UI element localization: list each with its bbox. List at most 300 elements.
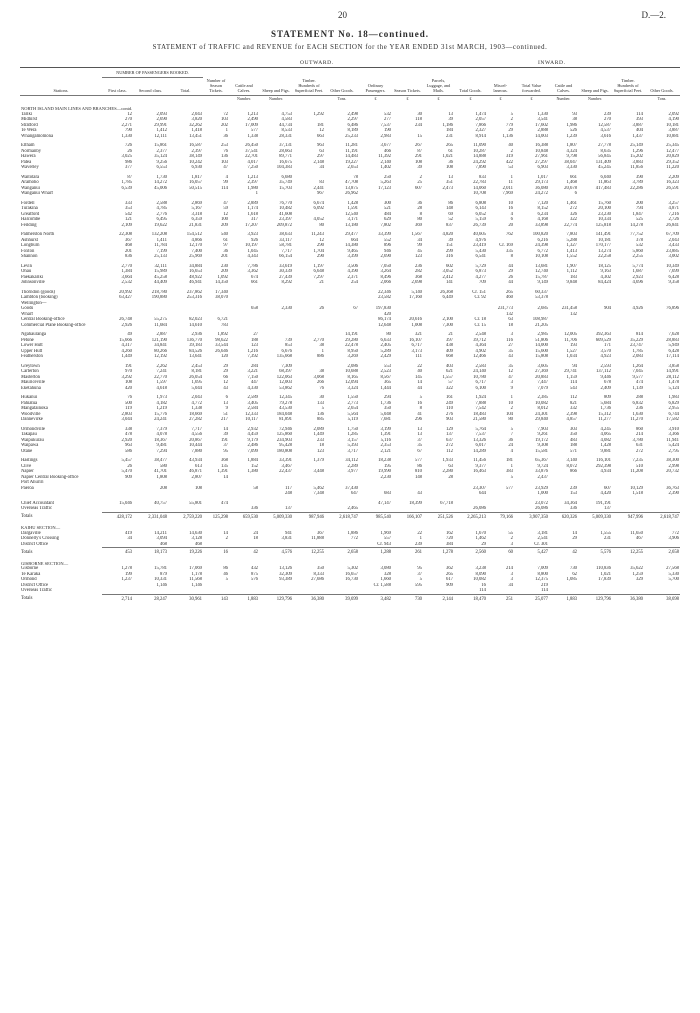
cell-value: 647	[350, 491, 358, 496]
cell-value: 2,280	[442, 469, 453, 474]
cell-value: 5	[225, 577, 228, 582]
totals-value: 25,077	[514, 594, 549, 602]
cell-value: 30	[319, 395, 324, 400]
station-name: Ormondville	[21, 426, 45, 432]
cell-value: 9,881	[600, 448, 611, 454]
totals-value: 129,796	[259, 594, 293, 602]
cell-value: Cr. 301	[534, 541, 548, 547]
cell-value: 367	[124, 237, 132, 243]
cell-value: Cr. 18	[474, 317, 486, 322]
cell-value: 521	[383, 206, 391, 211]
cell-value: 21,205	[535, 322, 548, 328]
cell-value: 47	[223, 200, 228, 206]
cell-value: 3,269	[347, 354, 358, 359]
cell-value: 5,774	[632, 263, 643, 269]
cell-value: 14,630	[189, 530, 202, 536]
cell-value: 362	[445, 566, 453, 571]
cell-value: 2,377	[156, 148, 167, 154]
cell-value: 45,245	[598, 165, 611, 170]
cell-value: 3,467	[281, 463, 292, 469]
cell-value: 7,250	[247, 165, 258, 170]
cell-value: 2,453	[191, 363, 202, 369]
cell-value: 3,318	[191, 211, 202, 217]
cell-value: 100,820	[532, 232, 548, 237]
cell-value: 10,129	[630, 485, 643, 491]
group-header-blank	[325, 70, 359, 78]
cell-value: 6,873	[475, 269, 486, 274]
cell-value: 162	[445, 530, 453, 536]
totals-label: Totals	[21, 596, 33, 602]
cell-value: 6,648	[313, 269, 324, 274]
cell-value: 328	[383, 571, 391, 577]
cell-value: 2,327	[475, 128, 486, 133]
cell-value: 1,186	[442, 122, 453, 128]
cell-value: 265	[445, 571, 453, 577]
cell-value: 28,331	[279, 133, 292, 139]
unit-label: Number.	[237, 95, 251, 101]
cell-value: 33,544	[215, 343, 228, 348]
cell-value: 191,191	[595, 500, 611, 506]
cell-value: 1,449	[121, 354, 132, 359]
cell-value: 39	[448, 117, 453, 122]
unit-label: £	[374, 95, 377, 101]
cell-value: 336	[569, 506, 577, 511]
cell-value: 4,078	[156, 432, 167, 437]
cell-value: 7,294	[156, 448, 167, 454]
cell-value: 59	[223, 206, 228, 211]
cell-value: 254	[350, 280, 358, 285]
cell-value: 7,150	[247, 374, 258, 380]
cell-value: 1,550	[347, 395, 358, 400]
cell-value: 674	[250, 274, 258, 280]
cell-value: 1,973	[156, 395, 167, 400]
cell-value: 321	[414, 332, 422, 337]
cell-value: 16,653	[189, 269, 202, 274]
cell-value: 1,292	[313, 111, 324, 117]
cell-value: 409	[445, 348, 453, 354]
cell-value: 4,926	[632, 306, 643, 311]
cell-value: 3,362	[247, 269, 258, 274]
cell-value: 44	[508, 263, 513, 269]
cell-value: 35	[417, 443, 422, 448]
cell-value: 5	[510, 111, 513, 117]
unit-label: Tons.	[657, 95, 667, 101]
cell-value: 20,100	[598, 206, 611, 211]
cell-value: 104	[505, 411, 513, 417]
cell-value: 47	[223, 165, 228, 170]
cell-value: 7,009	[537, 566, 548, 571]
cell-value: 14,380	[345, 243, 358, 248]
unit-label: £	[437, 95, 440, 101]
cell-value: 5,289	[380, 348, 391, 354]
station-name: Commercial Plane Booking-office	[21, 322, 86, 328]
cell-value: 135	[220, 463, 228, 469]
cell-value: 1,461	[566, 200, 577, 206]
column-header: Total.	[180, 87, 191, 93]
cell-value: 720	[445, 536, 453, 541]
cell-value: 3,068	[313, 374, 324, 380]
totals-value: 42	[549, 548, 578, 556]
column-header: Miscel-laneous.	[493, 82, 508, 93]
cell-value: 4,317	[121, 343, 132, 348]
cell-value: 1,736	[600, 406, 611, 411]
cell-value: 500	[124, 400, 132, 406]
cell-value: 2,405	[380, 343, 391, 348]
cell-value: 20,829	[666, 154, 679, 159]
cell-value: 5,457	[121, 458, 132, 463]
header-rule	[20, 67, 680, 68]
cell-value: 709	[478, 280, 486, 285]
cell-value: Cr. 1,588	[373, 582, 391, 588]
station-name: Waipukurau	[21, 437, 44, 443]
unit-label: Number.	[588, 95, 602, 101]
cell-value: 2,429	[380, 354, 391, 359]
station-name: Clive	[21, 463, 32, 469]
cell-value: 438	[445, 343, 453, 348]
station-name: Hukanui	[21, 395, 38, 400]
station-name: District Office	[21, 582, 49, 588]
cell-value: 288	[635, 395, 643, 400]
cell-value: 7,628	[668, 332, 679, 337]
cell-value: 95	[417, 566, 422, 571]
station-name: Paekakariki	[21, 274, 44, 280]
cell-value: 7,786	[247, 263, 258, 269]
cell-value: 10,181	[598, 237, 611, 243]
cell-value: 368	[414, 274, 422, 280]
cell-value: 55	[508, 530, 513, 536]
cell-value: 6	[574, 191, 577, 196]
cell-value: 4,302	[600, 274, 611, 280]
cell-value: 1,112	[566, 269, 577, 274]
cell-value: 2,998	[668, 463, 679, 469]
station-name: Fordell	[21, 200, 35, 206]
cell-value: 27,778	[598, 143, 611, 148]
cell-value: 5,949	[668, 343, 679, 348]
cell-value: 9,724	[537, 463, 548, 469]
cell-value: 5,048	[380, 411, 391, 417]
cell-value: 43	[223, 385, 228, 391]
cell-value: 4,190	[668, 117, 679, 122]
cell-value: 22,286	[630, 185, 643, 191]
cell-value: 29,173	[535, 180, 548, 185]
cell-value: 15,046	[119, 500, 132, 506]
cell-value: 80	[386, 332, 391, 337]
cell-value: 51,806	[535, 337, 548, 343]
cell-value: 65,367	[535, 458, 548, 463]
cell-value: 3,140	[566, 458, 577, 463]
cell-value: 217	[220, 417, 228, 422]
station-name: Mangatainoka	[21, 406, 48, 411]
cell-value: 9,481	[156, 443, 167, 448]
column-header: Other Goods.	[650, 87, 674, 93]
cell-value: 809	[603, 395, 611, 400]
cell-value: 63	[319, 148, 324, 154]
totals-value: 2,714	[102, 594, 133, 602]
cell-value: 390	[635, 174, 643, 180]
cell-value: 2	[510, 536, 513, 541]
cell-value: 78	[353, 174, 358, 180]
cell-value: 9,446	[600, 374, 611, 380]
cell-value: 38,477	[154, 458, 167, 463]
cell-value: 16,107	[409, 337, 422, 343]
column-header: Sheep and Pigs.	[581, 87, 609, 93]
cell-value: 3,025	[121, 154, 132, 159]
cell-value: 292,398	[595, 463, 611, 469]
cell-value: 20,867	[189, 437, 202, 443]
cell-value: 2,330	[281, 306, 292, 311]
cell-value: 9	[225, 406, 228, 411]
cell-value: 22,258	[598, 254, 611, 259]
cell-value: 369	[414, 222, 422, 228]
cell-value: 16	[481, 582, 486, 588]
cell-value: 2,398	[566, 411, 577, 417]
station-name: Mauriceville	[21, 380, 45, 385]
cell-value: 17,582	[666, 417, 679, 422]
cell-value: 29	[508, 269, 513, 274]
cell-value: 23,885	[666, 248, 679, 254]
cell-value: 2,541	[537, 536, 548, 541]
cell-value: 270	[124, 117, 132, 122]
cell-value: 1,687	[632, 269, 643, 274]
cell-value: 277	[383, 117, 391, 122]
cell-value: 39	[448, 237, 453, 243]
cell-value: 3,831	[281, 536, 292, 541]
cell-value: 11,706	[564, 337, 577, 343]
cell-value: 95	[223, 448, 228, 454]
cell-value: 57	[448, 380, 453, 385]
totals-value: 2,618,747	[325, 512, 359, 520]
cell-value: 122,063	[276, 374, 292, 380]
cell-value: 5,140	[411, 289, 422, 295]
column-header: Timber. Hundreds of Superficial Feet.	[294, 77, 324, 93]
traffic-table	[20, 70, 680, 602]
cell-value: 1,892	[217, 332, 228, 337]
cell-value: 2,936	[191, 332, 202, 337]
cell-value: 25,133	[154, 254, 167, 259]
cell-value: 7,045	[632, 369, 643, 374]
cell-value: 35	[508, 348, 513, 354]
cell-value: 58	[253, 485, 258, 491]
cell-value: 11,888	[311, 536, 324, 541]
cell-value: 297	[316, 154, 324, 159]
cell-value: 290	[316, 243, 324, 248]
cell-value: 22,783	[473, 180, 486, 185]
cell-value: 12,192	[154, 354, 167, 359]
cell-value: 4,082	[600, 437, 611, 443]
station-name: Johnsonville	[21, 280, 45, 285]
cell-value: 7,297	[313, 274, 324, 280]
cell-value: 9,179	[247, 437, 258, 443]
cell-value: 151	[445, 243, 453, 248]
cell-value: 13	[223, 400, 228, 406]
cell-value: 378	[635, 237, 643, 243]
cell-value: 8,181	[191, 369, 202, 374]
cell-value: 24,272	[535, 191, 548, 196]
cell-value: 137,112	[595, 369, 611, 374]
cell-value: 6,674	[313, 200, 324, 206]
cell-value: 82,023	[189, 317, 202, 322]
cell-value: 3,171	[347, 217, 358, 222]
totals-value: 2,658	[325, 548, 359, 556]
cell-value: 5	[510, 426, 513, 432]
cell-value: 97	[223, 243, 228, 248]
cell-value: 11,243	[311, 232, 324, 237]
cell-value: 114	[570, 380, 577, 385]
cell-value: 63	[448, 463, 453, 469]
cell-value: 39,712	[473, 337, 486, 343]
cell-value: 14,888	[473, 154, 486, 159]
cell-value: 11,568	[189, 577, 202, 582]
cell-value: 3,324	[347, 385, 358, 391]
column-header: Stations.	[53, 87, 69, 93]
station-name: Turakina	[21, 206, 38, 211]
cell-value: 1,085	[566, 577, 577, 582]
cell-value: 38,070	[215, 295, 228, 300]
cell-value: 17,602	[535, 122, 548, 128]
cell-value: 772	[671, 530, 679, 536]
cell-value: 5,159	[475, 217, 486, 222]
cell-value: 18,669	[189, 411, 202, 417]
cell-value: 145	[414, 374, 422, 380]
cell-value: 77,752	[630, 232, 643, 237]
cell-value: 350	[383, 406, 391, 411]
cell-value: 1,174	[247, 206, 258, 211]
cell-value: 12,740	[535, 269, 548, 274]
cell-value: 17,123	[378, 185, 391, 191]
cell-value: 38,047	[564, 159, 577, 165]
station-name: Thorndon (goods)	[21, 289, 55, 295]
column-header-row	[20, 78, 680, 96]
cell-value: 4,324	[566, 148, 577, 154]
cell-value: 2,548	[475, 332, 486, 337]
cell-value: 5,167	[191, 206, 202, 211]
cell-value: 123	[250, 343, 258, 348]
cell-value: 1	[321, 348, 324, 354]
station-name: Port Ahuriri	[21, 480, 44, 485]
cell-value: 26	[127, 463, 132, 469]
cell-value: 47	[508, 374, 513, 380]
cell-value: 607	[414, 185, 422, 191]
station-name: Ashhurst	[21, 237, 38, 243]
cell-value: 29	[481, 541, 486, 547]
cell-value: 8,012	[537, 406, 548, 411]
cell-value: 607	[603, 485, 611, 491]
cell-value: 15,703	[279, 185, 292, 191]
cell-value: 7,447	[537, 380, 548, 385]
cell-value: 10,780	[473, 374, 486, 380]
cell-value: 12	[223, 211, 228, 217]
station-name: Waverley	[21, 165, 39, 170]
cell-value: 43,530	[279, 406, 292, 411]
totals-value: 16	[203, 548, 229, 556]
cell-value: 44	[417, 385, 422, 391]
cell-value: 16,730	[345, 577, 358, 582]
cell-value: 4,618	[156, 385, 167, 391]
cell-value: 23,307	[473, 485, 486, 491]
cell-value: 10,108	[535, 254, 548, 259]
cell-value: 24	[508, 443, 513, 448]
cell-value: 22,308	[119, 232, 132, 237]
cell-value: 35	[508, 363, 513, 369]
totals-value: 2,759,220	[168, 512, 203, 520]
cell-value: 11,650	[630, 530, 643, 536]
cell-value: 6,092	[313, 206, 324, 211]
cell-value: 38	[572, 117, 577, 122]
cell-value: 484	[383, 211, 391, 217]
cell-value: 1,474	[475, 111, 486, 117]
cell-value: 1,986	[566, 122, 577, 128]
cell-value: 11,090	[473, 143, 486, 148]
cell-value: 2,371	[347, 274, 358, 280]
cell-value: 317	[250, 217, 258, 222]
cell-value: 119	[125, 406, 132, 411]
cell-value: 28	[417, 206, 422, 211]
cell-value: 48,922	[189, 274, 202, 280]
cell-value: 7,400	[191, 248, 202, 254]
cell-value: 4,923	[600, 354, 611, 359]
cell-value: 875	[250, 571, 258, 577]
cell-value: 28	[448, 474, 453, 480]
totals-value: 1,883	[229, 594, 259, 602]
cell-value: 4,052	[313, 217, 324, 222]
cell-value: 557	[383, 536, 391, 541]
cell-value: 576	[250, 577, 258, 582]
cell-value: 14,350	[215, 280, 228, 285]
cell-value: 510	[635, 463, 643, 469]
cell-value: 24,398	[535, 243, 548, 248]
cell-value: Cr. 943	[377, 541, 391, 547]
cell-value: 234	[414, 122, 422, 128]
cell-value: 14,278	[630, 222, 643, 228]
cell-value: 7,969	[502, 191, 513, 196]
cell-value: 24,301	[535, 411, 548, 417]
column-header: Other Goods.	[330, 87, 354, 93]
unit-label: Tons.	[337, 95, 347, 101]
cell-value: 2,093	[156, 111, 167, 117]
group-header-blank	[423, 70, 454, 78]
cell-value: 37	[417, 571, 422, 577]
cell-value: 460	[505, 295, 513, 300]
column-header: Parcels, Luggage, and Mails.	[426, 77, 451, 93]
cell-value: 123	[414, 254, 422, 259]
cell-value: 3,181	[537, 530, 548, 536]
station-name: Greatford	[21, 211, 40, 217]
station-name: Foxton	[21, 248, 35, 254]
section-row	[20, 520, 680, 531]
cell-value: 13,451	[189, 133, 202, 139]
cell-value: 609,529	[595, 337, 611, 343]
cell-value: 14	[417, 380, 422, 385]
cell-value: 10,848	[535, 148, 548, 154]
cell-value: 11,784	[154, 243, 167, 248]
cell-value: 2,100	[442, 317, 453, 322]
totals-value: 453	[102, 548, 133, 556]
group-header-row	[20, 70, 680, 78]
cell-value: 4,857	[566, 417, 577, 422]
cell-value: 2	[419, 174, 422, 180]
cell-value: 152	[250, 463, 258, 469]
cell-value: 22,437	[279, 469, 292, 474]
cell-value: 1,468	[566, 180, 577, 185]
cell-value: 86	[417, 463, 422, 469]
cell-value: 2,255	[632, 254, 643, 259]
cell-value: 14,003	[535, 133, 548, 139]
cell-value: 3,173	[411, 348, 422, 354]
cell-value: 335	[505, 248, 513, 254]
cell-value: 6,495	[156, 217, 167, 222]
cell-value: 10,082	[473, 577, 486, 582]
cell-value: 161	[445, 395, 453, 400]
